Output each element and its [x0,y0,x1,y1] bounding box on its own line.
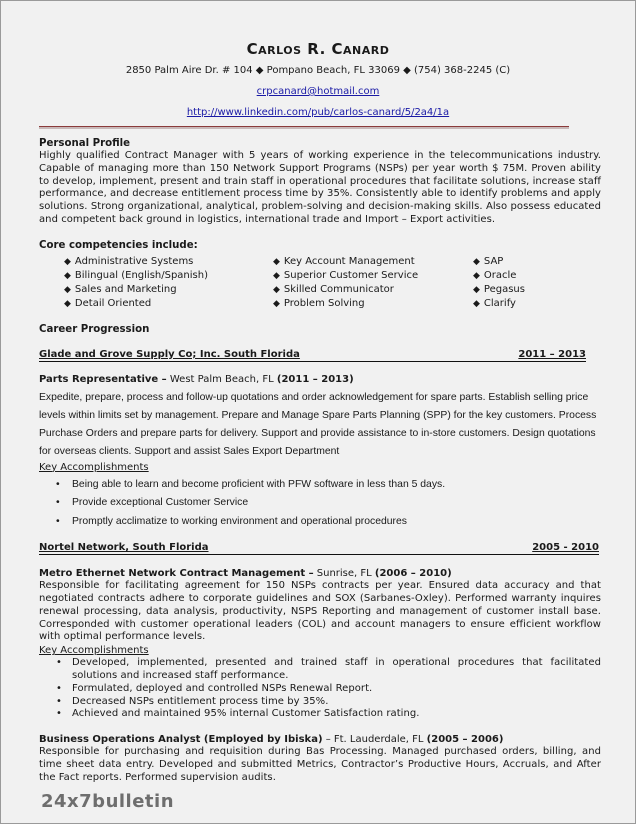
competency-item: ◆ Oracle [473,269,525,283]
accomplishment-item: • Achieved and maintained 95% internal Customer Satisfaction rating. [72,708,601,721]
candidate-name: Carlos R. Canard [246,40,390,58]
accomplishments-list [39,476,601,532]
competency-item: ◆ Problem Solving [273,297,473,311]
accomplishments-label: Key Accomplishments [39,461,149,473]
job-dates: (2011 – 2013) [276,373,354,385]
job-title: Metro Ethernet Network Contract Management – [39,568,314,580]
accomplishment-item: • Formulated, deployed and controlled NSPs Renewal Report. [72,683,601,696]
competency-item: ◆ Key Account Management [273,255,473,269]
competency-item: ◆ Sales and Marketing [64,283,273,297]
job-title: Parts Representative – [39,373,167,385]
employer-header [39,348,586,362]
email-link[interactable]: crpcanard@hotmail.com [256,86,380,97]
competency-item: ◆ Superior Customer Service [273,269,473,283]
resume-body [39,137,601,785]
competencies-heading: Core competencies include: [39,239,198,251]
competency-item: ◆ Detail Oriented [64,297,273,311]
competency-item: ◆ Administrative Systems [64,255,273,269]
competencies-grid [64,255,601,311]
employer-name: Glade and Grove Supply Co; Inc. South Florida [39,348,300,360]
employer-years: 2011 – 2013 [518,348,586,360]
competency-item: ◆ Bilingual (English/Spanish) [64,269,273,283]
job-description: Responsible for purchasing and requisition during Bas Processing. Managed purchased orders, billing, and time sheet data entry. Developed and submitted Metrics, Contractor’s Productive Hours, Accruals, and After the Fact reports. Performed supervision audits. [39,746,601,783]
accomplishment-item: • Decreased NSPs entitlement process time by 35%. [72,696,601,709]
employer-name: Nortel Network, South Florida [39,542,209,554]
accomplishment-item: • Provide exceptional Customer Service [72,494,601,513]
accomplishment-item: • Being able to learn and become proficient with PFW software in less than 5 days. [72,476,601,495]
employer-header [39,541,599,555]
accomplishment-item: • Developed, implemented, presented and trained staff in operational procedures that facilitated solutions and increased staff performance. [72,657,601,683]
job-dates: (2005 – 2006) [426,734,504,746]
career-heading: Career Progression [39,323,150,335]
watermark: 24x7bulletin [41,790,175,812]
job-title: Business Operations Analyst (Employed by Ibiska) [39,734,323,746]
job-location: West Palm Beach, FL [166,373,277,385]
competency-item: ◆ SAP [473,255,525,269]
profile-text: Highly qualified Contract Manager with 5 years of working experience in the telecommunications industry. Capable of managing more than 150 Network Support Programs (NSPs) per year worth $ 75M. Proven ability to develop, implement, present and train staff in operational procedures that facilitate solutions, increase staff performance, and decrease entitlement process time by 35%. Consistently able to identify problems and apply solutions. Strong organizational, analytical, problem-solving and decision-making skills. Also possess educated and competent back ground in logistics, international trade and Import – Export activities. [39,150,601,225]
accomplishments-label: Key Accomplishments [39,645,149,657]
header-divider [39,126,569,129]
competencies-col-2 [273,255,473,311]
competencies-col-3 [473,255,525,311]
contact-address: 2850 Palm Aire Dr. # 104 ◆ Pompano Beach, FL 33069 ◆ (754) 368-2245 (C) [125,65,511,76]
competency-item: ◆ Pegasus [473,283,525,297]
job-location: Sunrise, FL [313,568,375,580]
job-location: – Ft. Lauderdale, FL [322,734,427,746]
job-description: Responsible for facilitating agreement for 150 NSPs contracts per year. Ensured data accuracy and that negotiated contracts adhere to corporate guidelines and SOX (Sarbanes-Oxley). Performed warranty inquires renewal processing, data analysis, productivity, NSPS Reporting and management of customer install base. Corresponded with customer operational leaders (COL) and account managers to ensure efficient workflow with optimal performance levels. [39,580,601,643]
employer-years: 2005 - 2010 [532,542,599,554]
accomplishments-list [39,657,601,721]
accomplishment-item: • Promptly acclimatize to working environment and operational procedures [72,513,601,532]
linkedin-link[interactable]: http://www.linkedin.com/pub/carlos-canard/5/2a4/1a [186,107,450,118]
competency-item: ◆ Clarify [473,297,525,311]
job-dates: (2006 – 2010) [374,568,452,580]
job-title-line [39,733,601,746]
job-title-line [39,373,601,386]
competencies-col-1 [64,255,273,311]
profile-heading: Personal Profile [39,138,131,149]
job-description: Expedite, prepare, process and follow-up quotations and order acknowledgement for spare parts. Establish selling price levels within limits set by management. Prepare and Manage Spare Parts Planning (SPP) for the key customers. Process Purchase Orders and prepare parts for delivery. Support and provide assistance to in-store customers. Design quotations for overseas clients. Support and assist Sales Export Department [39,391,597,457]
job-title-line [39,567,601,580]
competency-item: ◆ Skilled Communicator [273,283,473,297]
